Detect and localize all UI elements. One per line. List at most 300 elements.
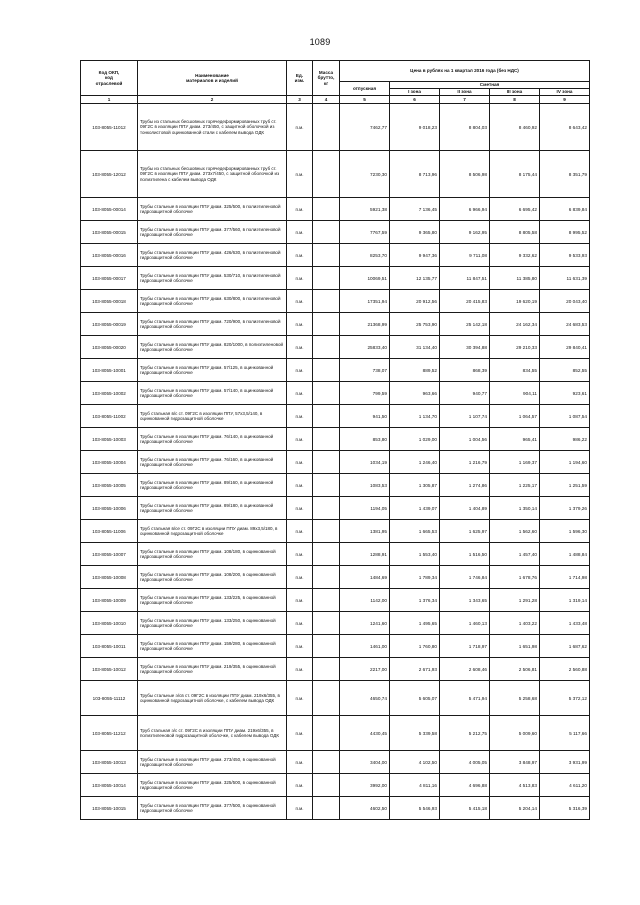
row-code: 103-8055-10010 (81, 612, 138, 635)
row-name: Трубы стальные в изоляции ППУ диам. 273/450, в оцинкованной гидрозащитной оболочке (138, 751, 287, 774)
row-mass (313, 104, 340, 151)
table-row (81, 405, 590, 428)
row-mass (313, 313, 340, 336)
row-zone-2-price: 8 506,98 (440, 151, 490, 198)
row-zone-3-price: 1 169,37 (490, 451, 540, 474)
row-name: Трубы стальные в изоляции ППУ диам. 377/560, в полиэтиленовой гидрозащитной оболочке (138, 221, 287, 244)
row-zone-2-price: 9 711,08 (440, 244, 490, 267)
row-zone-4-price: 5 316,39 (540, 797, 590, 820)
row-release-price: 25833,40 (340, 336, 390, 359)
row-mass (313, 774, 340, 797)
col-number: 7 (440, 96, 490, 104)
row-code: 103-8055-10015 (81, 797, 138, 820)
row-name: Трубы стальные в изоляции ППУ диам. 325/500, в полиэтиленовой гидрозащитной оболочке (138, 198, 287, 221)
price-table (80, 60, 590, 820)
row-zone-3-price: 5 258,68 (490, 681, 540, 716)
row-release-price: 4602,50 (340, 797, 390, 820)
header-unit-label: Ед. изм. (294, 72, 305, 83)
header-zone-4: IV зона (540, 89, 590, 96)
row-code: 103-8055-10007 (81, 543, 138, 566)
row-zone-1-price: 7 136,45 (390, 198, 440, 221)
row-release-price: 853,80 (340, 428, 390, 451)
row-name: Трубы стальные в изоляции ППУ диам. 76/140, в оцинкованной гидрозащитной оболочке (138, 428, 287, 451)
row-zone-2-price: 4 005,05 (440, 751, 490, 774)
row-zone-1-price: 889,52 (390, 359, 440, 382)
table-row (81, 658, 590, 681)
row-name: Трубы стальные в изоляции ППУ диам. 76/160, в оцинкованной гидрозащитной оболочке (138, 451, 287, 474)
row-mass (313, 336, 340, 359)
row-zone-4-price: 5 372,12 (540, 681, 590, 716)
row-name: Трубы стальные в изоляции ППУ диам. 219/355, в оцинкованной гидрозащитной оболочке (138, 658, 287, 681)
row-zone-3-price: 1 403,22 (490, 612, 540, 635)
row-mass (313, 797, 340, 820)
row-release-price: 1381,95 (340, 520, 390, 543)
row-zone-4-price: 1 596,30 (540, 520, 590, 543)
row-zone-2-price: 1 516,50 (440, 543, 490, 566)
row-code: 103-8055-11212 (81, 716, 138, 751)
row-zone-1-price: 4 102,50 (390, 751, 440, 774)
row-code: 103-8055-10009 (81, 589, 138, 612)
row-zone-4-price: 1 488,84 (540, 543, 590, 566)
row-mass (313, 198, 340, 221)
row-zone-1-price: 1 029,00 (390, 428, 440, 451)
table-row (81, 589, 590, 612)
row-name: Трубы стальные в изоляции ППУ диам. 57/125, в оцинкованной гидрозащитной оболочке (138, 359, 287, 382)
row-unit: п.м. (287, 658, 313, 681)
row-zone-4-price: 5 117,66 (540, 716, 590, 751)
row-zone-3-price: 5 204,14 (490, 797, 540, 820)
table-row (81, 451, 590, 474)
row-zone-4-price: 8 351,79 (540, 151, 590, 198)
header-zone-1: I зона (390, 89, 440, 96)
row-zone-1-price: 1 760,80 (390, 635, 440, 658)
row-unit: п.м. (287, 797, 313, 820)
row-zone-2-price: 25 142,18 (440, 313, 490, 336)
table-row (81, 566, 590, 589)
row-zone-2-price: 1 746,84 (440, 566, 490, 589)
header-estimate-price: Сметная (390, 82, 590, 89)
row-zone-3-price: 8 805,58 (490, 221, 540, 244)
row-unit: п.м. (287, 336, 313, 359)
table-row (81, 635, 590, 658)
col-number: 8 (490, 96, 540, 104)
row-zone-2-price: 1 216,79 (440, 451, 490, 474)
row-mass (313, 589, 340, 612)
table-row (81, 244, 590, 267)
row-name: Трубы стальные в изоляции ППУ диам. 325/500, в оцинкованной гидрозащитной оболочке (138, 774, 287, 797)
row-zone-2-price: 6 966,94 (440, 198, 490, 221)
row-zone-4-price: 11 631,39 (540, 267, 590, 290)
row-unit: п.м. (287, 359, 313, 382)
row-code: 103-8055-10002 (81, 382, 138, 405)
table-row (81, 751, 590, 774)
row-mass (313, 267, 340, 290)
header-price: Цена в рублях на 1 квартал 2016 года (без НДС) (340, 61, 590, 82)
row-zone-1-price: 1 439,07 (390, 497, 440, 520)
row-unit: п.м. (287, 290, 313, 313)
row-zone-3-price: 1 457,40 (490, 543, 540, 566)
row-release-price: 738,07 (340, 359, 390, 382)
row-zone-3-price: 8 175,44 (490, 151, 540, 198)
row-zone-4-price: 4 611,20 (540, 774, 590, 797)
table-row (81, 497, 590, 520)
row-unit: п.м. (287, 543, 313, 566)
row-release-price: 17351,94 (340, 290, 390, 313)
row-unit: п.м. (287, 313, 313, 336)
table-row (81, 520, 590, 543)
row-zone-3-price: 834,55 (490, 359, 540, 382)
table-row (81, 474, 590, 497)
row-zone-2-price: 1 625,97 (440, 520, 490, 543)
row-code: 103-8055-00014 (81, 198, 138, 221)
row-zone-3-price: 5 009,60 (490, 716, 540, 751)
table-row (81, 313, 590, 336)
row-unit: п.м. (287, 382, 313, 405)
row-zone-3-price: 8 460,92 (490, 104, 540, 151)
row-name: Трубы стальные в изоляции ППУ диам. 133/250, в оцинкованной гидрозащитной оболочке (138, 612, 287, 635)
col-number: 1 (81, 96, 138, 104)
row-unit: п.м. (287, 497, 313, 520)
row-zone-3-price: 904,11 (490, 382, 540, 405)
col-number: 5 (340, 96, 390, 104)
row-zone-1-price: 1 246,40 (390, 451, 440, 474)
table-row (81, 797, 590, 820)
row-unit: п.м. (287, 198, 313, 221)
row-unit: п.м. (287, 474, 313, 497)
row-release-price: 21368,99 (340, 313, 390, 336)
header-release-price: отпускная (340, 82, 390, 96)
row-zone-1-price: 4 811,16 (390, 774, 440, 797)
row-name: Труб стальная э/с ст. 09Г2С в изоляции ППУ диам. 219x6/355, в полиэтиленовой гидрозащитной оболочке, с кабелем вывода ОДК (138, 716, 287, 751)
row-mass (313, 451, 340, 474)
row-unit: п.м. (287, 589, 313, 612)
row-zone-3-price: 2 506,81 (490, 658, 540, 681)
row-zone-4-price: 6 839,84 (540, 198, 590, 221)
row-code: 103-8055-00016 (81, 244, 138, 267)
row-name: Трубы стальные в изоляции ППУ диам. 630/800, в полиэтиленовой гидрозащитной оболочке (138, 290, 287, 313)
row-unit: п.м. (287, 267, 313, 290)
row-unit: п.м. (287, 566, 313, 589)
row-name: Труб стальная в/се ст. 09Г2С в изоляции ППУ диам. 89x3,5/180, в оцинкованной гидрозащитной оболочке (138, 520, 287, 543)
header-name (138, 61, 287, 96)
header-code (81, 61, 138, 96)
row-name: Трубы стальные в изоляции ППУ диам. 57/140, в оцинкованной гидрозащитной оболочке (138, 382, 287, 405)
row-code: 103-8055-10005 (81, 474, 138, 497)
row-release-price: 7230,30 (340, 151, 390, 198)
row-code: 103-8055-00015 (81, 221, 138, 244)
header-mass-label: Масса брутто, кг (317, 70, 335, 86)
row-unit: п.м. (287, 244, 313, 267)
row-release-price: 10069,51 (340, 267, 390, 290)
row-zone-3-price: 1 350,14 (490, 497, 540, 520)
row-name: Трубы из стальных бесшовных горячедеформированных труб ст. 09Г2С в изоляции ППУ диам. 273/450, с защитной оболочкой из тонколистовой оцинкованной стали с кабелем вывода ОДК (138, 104, 287, 151)
row-code: 103-8055-10013 (81, 751, 138, 774)
row-unit: п.м. (287, 716, 313, 751)
row-zone-3-price: 1 291,28 (490, 589, 540, 612)
row-release-price: 1034,19 (340, 451, 390, 474)
table-header (81, 61, 590, 104)
row-zone-2-price: 8 804,03 (440, 104, 490, 151)
row-release-price: 1288,91 (340, 543, 390, 566)
row-release-price: 8253,70 (340, 244, 390, 267)
row-zone-1-price: 5 605,07 (390, 681, 440, 716)
row-zone-3-price: 1 225,17 (490, 474, 540, 497)
row-zone-4-price: 9 533,93 (540, 244, 590, 267)
row-unit: п.м. (287, 221, 313, 244)
row-name: Трубы стальные в изоляции ППУ диам. 530/710, в полиэтиленовой гидрозащитной оболочке (138, 267, 287, 290)
row-unit: п.м. (287, 774, 313, 797)
row-mass (313, 658, 340, 681)
header-code-label: Код ОКП, код отраслевой (95, 70, 123, 86)
row-release-price: 1484,69 (340, 566, 390, 589)
table-row (81, 681, 590, 716)
row-zone-2-price: 5 212,75 (440, 716, 490, 751)
row-zone-2-price: 1 718,97 (440, 635, 490, 658)
row-name: Труб стальная в/с ст. 09Г2С в изоляции ППУ, 57x3,5/140, в оцинкованной гидрозащитной оболочке (138, 405, 287, 428)
row-name: Трубы стальные э/св ст. 09Г2С в изоляции ППУ диам. 219x6/355, в оцинкованной гидрозащитной оболочке, с кабелем вывода ОДК (138, 681, 287, 716)
row-release-price: 1083,53 (340, 474, 390, 497)
row-code: 103-8055-10012 (81, 658, 138, 681)
row-zone-4-price: 1 087,54 (540, 405, 590, 428)
row-release-price: 799,59 (340, 382, 390, 405)
row-zone-1-price: 31 134,40 (390, 336, 440, 359)
row-name: Трубы стальные в изоляции ППУ диам. 720/900, в полиэтиленовой гидрозащитной оболочке (138, 313, 287, 336)
row-release-price: 4430,45 (340, 716, 390, 751)
row-zone-2-price: 1 343,65 (440, 589, 490, 612)
row-zone-4-price: 1 687,62 (540, 635, 590, 658)
row-mass (313, 382, 340, 405)
row-name: Трубы стальные в изоляции ППУ диам. 89/160, в оцинкованной гидрозащитной оболочке (138, 474, 287, 497)
row-zone-2-price: 30 394,88 (440, 336, 490, 359)
row-zone-1-price: 1 495,65 (390, 612, 440, 635)
row-zone-1-price: 9 018,23 (390, 104, 440, 151)
row-zone-2-price: 9 162,95 (440, 221, 490, 244)
row-zone-1-price: 963,66 (390, 382, 440, 405)
row-zone-2-price: 1 274,86 (440, 474, 490, 497)
row-zone-2-price: 5 415,18 (440, 797, 490, 820)
row-name: Трубы стальные в изоляции ППУ диам. 133/225, в оцинкованной гидрозащитной оболочке (138, 589, 287, 612)
row-mass (313, 497, 340, 520)
table-row (81, 382, 590, 405)
row-mass (313, 543, 340, 566)
row-name: Трубы из стальных бесшовных горячедеформированных труб ст. 09Г2С в изоляции ППУ диам. 273x7/450, с защитной оболочкой из полиэтилена с кабелем вывода ОДК (138, 151, 287, 198)
row-zone-3-price: 9 332,62 (490, 244, 540, 267)
row-code: 103-8055-10004 (81, 451, 138, 474)
col-number: 4 (313, 96, 340, 104)
row-code: 103-8055-00020 (81, 336, 138, 359)
table-row (81, 774, 590, 797)
row-name: Трубы стальные в изоляции ППУ диам. 820/1000, в полиэтиленовой гидрозащитной оболочке (138, 336, 287, 359)
row-mass (313, 359, 340, 382)
row-mass (313, 716, 340, 751)
header-mass (313, 61, 340, 96)
row-release-price: 1461,00 (340, 635, 390, 658)
row-release-price: 7767,59 (340, 221, 390, 244)
row-zone-4-price: 20 043,40 (540, 290, 590, 313)
row-release-price: 1142,00 (340, 589, 390, 612)
row-code: 103-8055-11012 (81, 104, 138, 151)
row-zone-2-price: 2 608,46 (440, 658, 490, 681)
row-zone-1-price: 1 134,70 (390, 405, 440, 428)
table-row (81, 612, 590, 635)
header-unit (287, 61, 313, 96)
row-zone-1-price: 1 553,40 (390, 543, 440, 566)
row-zone-3-price: 29 210,33 (490, 336, 540, 359)
row-release-price: 5921,38 (340, 198, 390, 221)
row-unit: п.м. (287, 751, 313, 774)
col-number: 3 (287, 96, 313, 104)
table-row (81, 267, 590, 290)
header-name-label: Наименование материалов и изделий (186, 72, 238, 83)
row-release-price: 941,50 (340, 405, 390, 428)
row-code: 103-8055-10006 (81, 497, 138, 520)
row-name: Трубы стальные в изоляции ППУ диам. 426/630, в полиэтиленовой гидрозащитной оболочке (138, 244, 287, 267)
row-mass (313, 635, 340, 658)
row-zone-3-price: 4 513,83 (490, 774, 540, 797)
row-mass (313, 751, 340, 774)
row-release-price: 1241,60 (340, 612, 390, 635)
row-unit: п.м. (287, 520, 313, 543)
row-zone-1-price: 5 546,93 (390, 797, 440, 820)
row-zone-2-price: 940,77 (440, 382, 490, 405)
row-release-price: 1194,05 (340, 497, 390, 520)
table-row (81, 428, 590, 451)
col-number: 9 (540, 96, 590, 104)
row-zone-3-price: 1 651,98 (490, 635, 540, 658)
row-zone-2-price: 5 471,94 (440, 681, 490, 716)
row-unit: п.м. (287, 151, 313, 198)
row-mass (313, 428, 340, 451)
row-zone-1-price: 8 713,96 (390, 151, 440, 198)
row-zone-4-price: 1 251,59 (540, 474, 590, 497)
row-mass (313, 520, 340, 543)
col-number: 2 (138, 96, 287, 104)
table-row (81, 543, 590, 566)
row-zone-3-price: 1 562,60 (490, 520, 540, 543)
row-zone-4-price: 8 643,42 (540, 104, 590, 151)
row-zone-4-price: 24 683,53 (540, 313, 590, 336)
row-mass (313, 405, 340, 428)
table-row (81, 151, 590, 198)
row-zone-1-price: 9 947,36 (390, 244, 440, 267)
row-zone-4-price: 1 433,48 (540, 612, 590, 635)
row-zone-1-price: 1 665,53 (390, 520, 440, 543)
row-mass (313, 681, 340, 716)
row-zone-1-price: 25 753,90 (390, 313, 440, 336)
row-name: Трубы стальные в изоляции ППУ диам. 377/500, в оцинкованной гидрозащитной оболочке (138, 797, 287, 820)
row-zone-4-price: 2 560,88 (540, 658, 590, 681)
row-zone-2-price: 1 404,89 (440, 497, 490, 520)
row-name: Трубы стальные в изоляции ППУ диам. 159/280, в оцинкованной гидрозащитной оболочке (138, 635, 287, 658)
row-zone-4-price: 1 714,98 (540, 566, 590, 589)
row-zone-3-price: 19 620,19 (490, 290, 540, 313)
row-code: 103-8055-10014 (81, 774, 138, 797)
row-zone-1-price: 12 135,77 (390, 267, 440, 290)
row-zone-1-price: 9 365,80 (390, 221, 440, 244)
table-row (81, 359, 590, 382)
row-release-price: 3404,00 (340, 751, 390, 774)
page-number: 1089 (309, 37, 331, 47)
row-zone-4-price: 923,61 (540, 382, 590, 405)
row-zone-2-price: 1 460,13 (440, 612, 490, 635)
row-code: 103-8055-11006 (81, 520, 138, 543)
row-zone-4-price: 852,55 (540, 359, 590, 382)
row-zone-3-price: 965,41 (490, 428, 540, 451)
row-unit: п.м. (287, 405, 313, 428)
row-code: 103-8055-12012 (81, 151, 138, 198)
row-mass (313, 244, 340, 267)
row-release-price: 4650,74 (340, 681, 390, 716)
table-row (81, 716, 590, 751)
table-row (81, 336, 590, 359)
row-release-price: 7462,77 (340, 104, 390, 151)
table-row (81, 198, 590, 221)
row-zone-3-price: 1 064,57 (490, 405, 540, 428)
row-mass (313, 290, 340, 313)
row-mass (313, 474, 340, 497)
row-name: Трубы стальные в изоляции ППУ диам. 108/200, в оцинкованной гидрозащитной оболочке (138, 566, 287, 589)
row-code: 103-8055-00017 (81, 267, 138, 290)
header-zone-2: II зона (440, 89, 490, 96)
row-zone-4-price: 1 319,14 (540, 589, 590, 612)
row-zone-4-price: 3 931,99 (540, 751, 590, 774)
table-row (81, 221, 590, 244)
row-zone-4-price: 29 840,41 (540, 336, 590, 359)
row-zone-3-price: 1 678,76 (490, 566, 540, 589)
row-code: 103-8055-10001 (81, 359, 138, 382)
row-zone-4-price: 8 995,52 (540, 221, 590, 244)
row-zone-1-price: 1 789,34 (390, 566, 440, 589)
row-code: 103-8055-11112 (81, 681, 138, 716)
row-zone-1-price: 5 339,58 (390, 716, 440, 751)
row-zone-4-price: 986,22 (540, 428, 590, 451)
row-code: 103-8055-10003 (81, 428, 138, 451)
row-zone-4-price: 1 379,26 (540, 497, 590, 520)
table-body (81, 104, 590, 820)
row-zone-1-price: 20 912,56 (390, 290, 440, 313)
row-zone-3-price: 3 848,97 (490, 751, 540, 774)
row-zone-2-price: 20 415,83 (440, 290, 490, 313)
row-mass (313, 612, 340, 635)
header-zone-3: III зона (490, 89, 540, 96)
row-zone-3-price: 24 162,34 (490, 313, 540, 336)
row-code: 103-8055-00018 (81, 290, 138, 313)
row-unit: п.м. (287, 451, 313, 474)
row-code: 103-8055-00019 (81, 313, 138, 336)
row-unit: п.м. (287, 681, 313, 716)
table-row (81, 104, 590, 151)
col-number: 6 (390, 96, 440, 104)
row-zone-2-price: 11 847,51 (440, 267, 490, 290)
row-zone-1-price: 1 376,34 (390, 589, 440, 612)
row-zone-1-price: 2 671,93 (390, 658, 440, 681)
row-unit: п.м. (287, 104, 313, 151)
row-name: Трубы стальные в изоляции ППУ диам. 89/180, в оцинкованной гидрозащитной оболочке (138, 497, 287, 520)
row-release-price: 2217,00 (340, 658, 390, 681)
row-code: 103-8055-10008 (81, 566, 138, 589)
row-zone-3-price: 11 385,80 (490, 267, 540, 290)
row-mass (313, 566, 340, 589)
row-mass (313, 151, 340, 198)
row-mass (313, 221, 340, 244)
row-release-price: 3992,00 (340, 774, 390, 797)
row-unit: п.м. (287, 428, 313, 451)
row-name: Трубы стальные в изоляции ППУ диам. 108/180, в оцинкованной гидрозащитной оболочке (138, 543, 287, 566)
row-zone-2-price: 4 696,88 (440, 774, 490, 797)
row-unit: п.м. (287, 635, 313, 658)
row-zone-2-price: 1 004,56 (440, 428, 490, 451)
row-zone-1-price: 1 305,87 (390, 474, 440, 497)
